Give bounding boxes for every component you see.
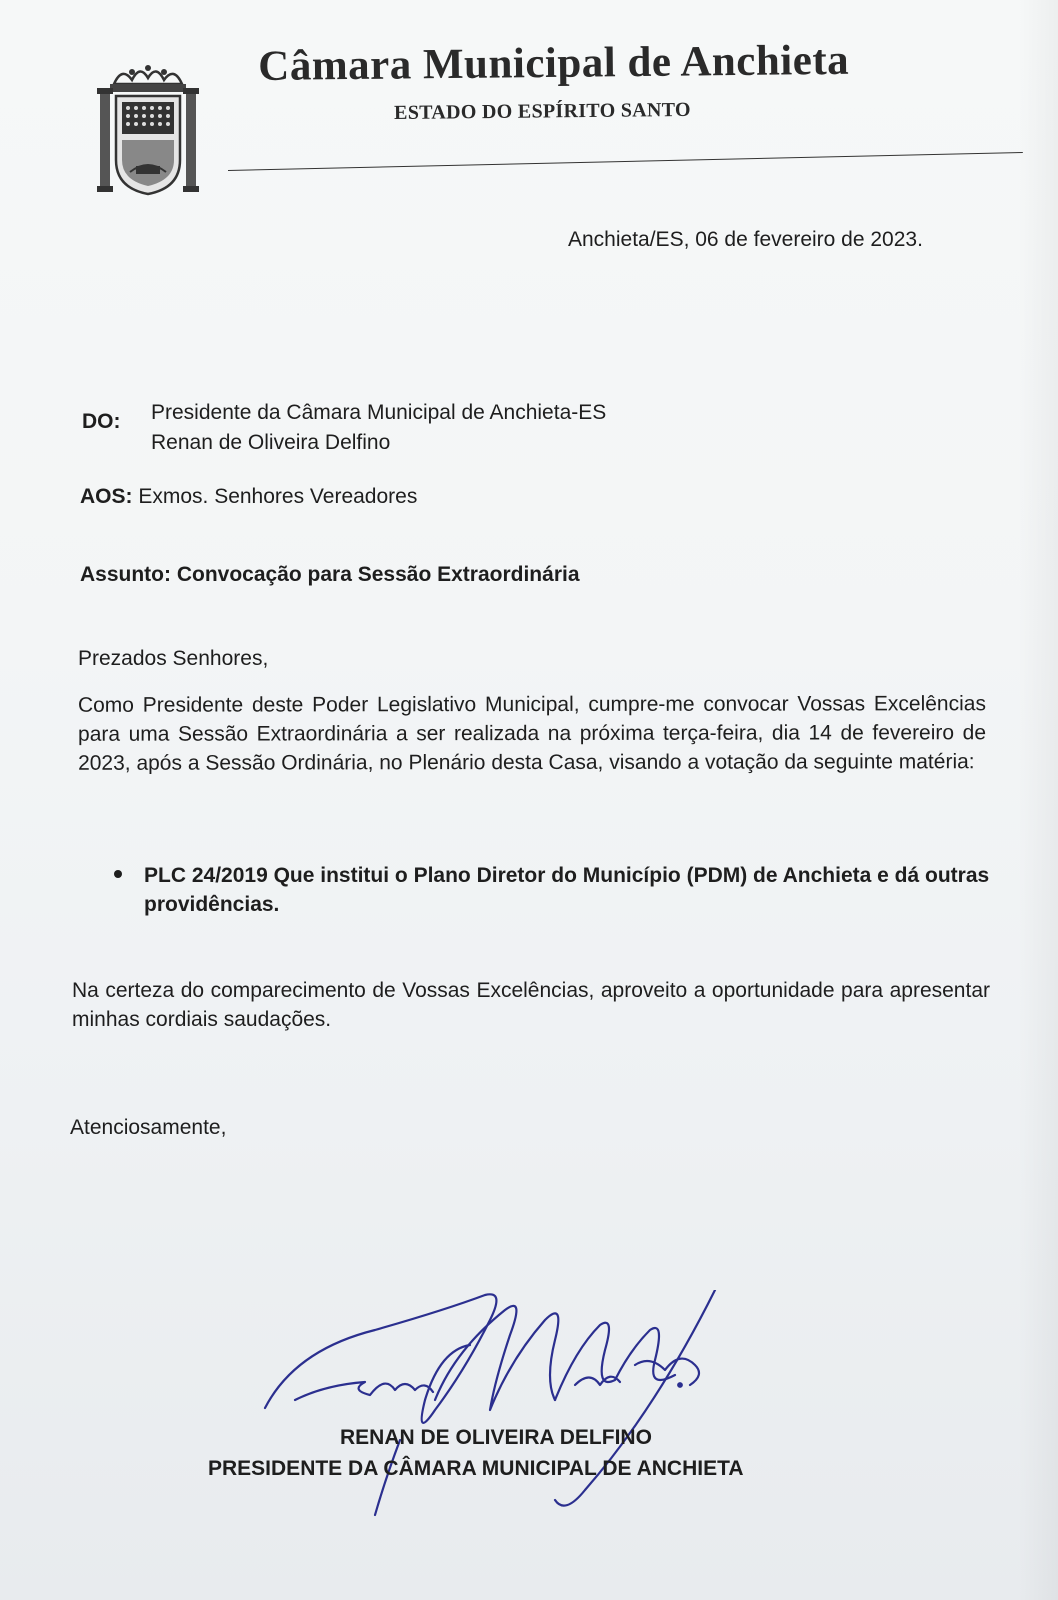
salutation: Prezados Senhores, <box>78 647 269 670</box>
signatory-role: PRESIDENTE DA CÂMARA MUNICIPAL DE ANCHIETA <box>208 1457 744 1480</box>
recipients <box>80 484 417 510</box>
from-label: DO: <box>82 410 121 433</box>
signature-icon <box>255 1290 755 1520</box>
page-shadow <box>1018 0 1058 1600</box>
organization-title: Câmara Municipal de Anchieta <box>258 36 850 90</box>
closing-salutation: Atenciosamente, <box>70 1116 227 1139</box>
to-label: AOS: <box>80 485 133 508</box>
from-name: Renan de Oliveira Delfino <box>151 431 391 454</box>
subject-line: Assunto: Convocação para Sessão Extraordinária <box>80 563 580 586</box>
coat-of-arms-icon <box>92 62 204 202</box>
letter-date: Anchieta/ES, 06 de fevereiro de 2023. <box>568 228 923 251</box>
body-paragraph: Como Presidente deste Poder Legislativo Municipal, cumpre-me convocar Vossas Excelências para uma Sessão Extraordinária a ser realizada na próxima terça-feira, dia 14 de fevereiro de 2023, após a Sessão Ordinária, no Plenário desta Casa, visando a votação da seguinte matéria: <box>77 692 987 775</box>
organization-subtitle: ESTADO DO ESPÍRITO SANTO <box>394 98 691 124</box>
to-value: Exmos. Senhores Vereadores <box>138 485 418 508</box>
bullet-icon <box>114 870 122 878</box>
header-divider <box>228 152 1023 171</box>
from-title: Presidente da Câmara Municipal de Anchieta-ES <box>151 401 607 424</box>
signatory-name: RENAN DE OLIVEIRA DELFINO <box>340 1426 652 1449</box>
agenda-item: PLC 24/2019 Que institui o Plano Diretor do Município (PDM) de Anchieta e dá outras providências. <box>144 864 990 916</box>
closing-paragraph: Na certeza do comparecimento de Vossas Excelências, aproveito a oportunidade para apresentar minhas cordiais saudações. <box>72 979 990 1031</box>
